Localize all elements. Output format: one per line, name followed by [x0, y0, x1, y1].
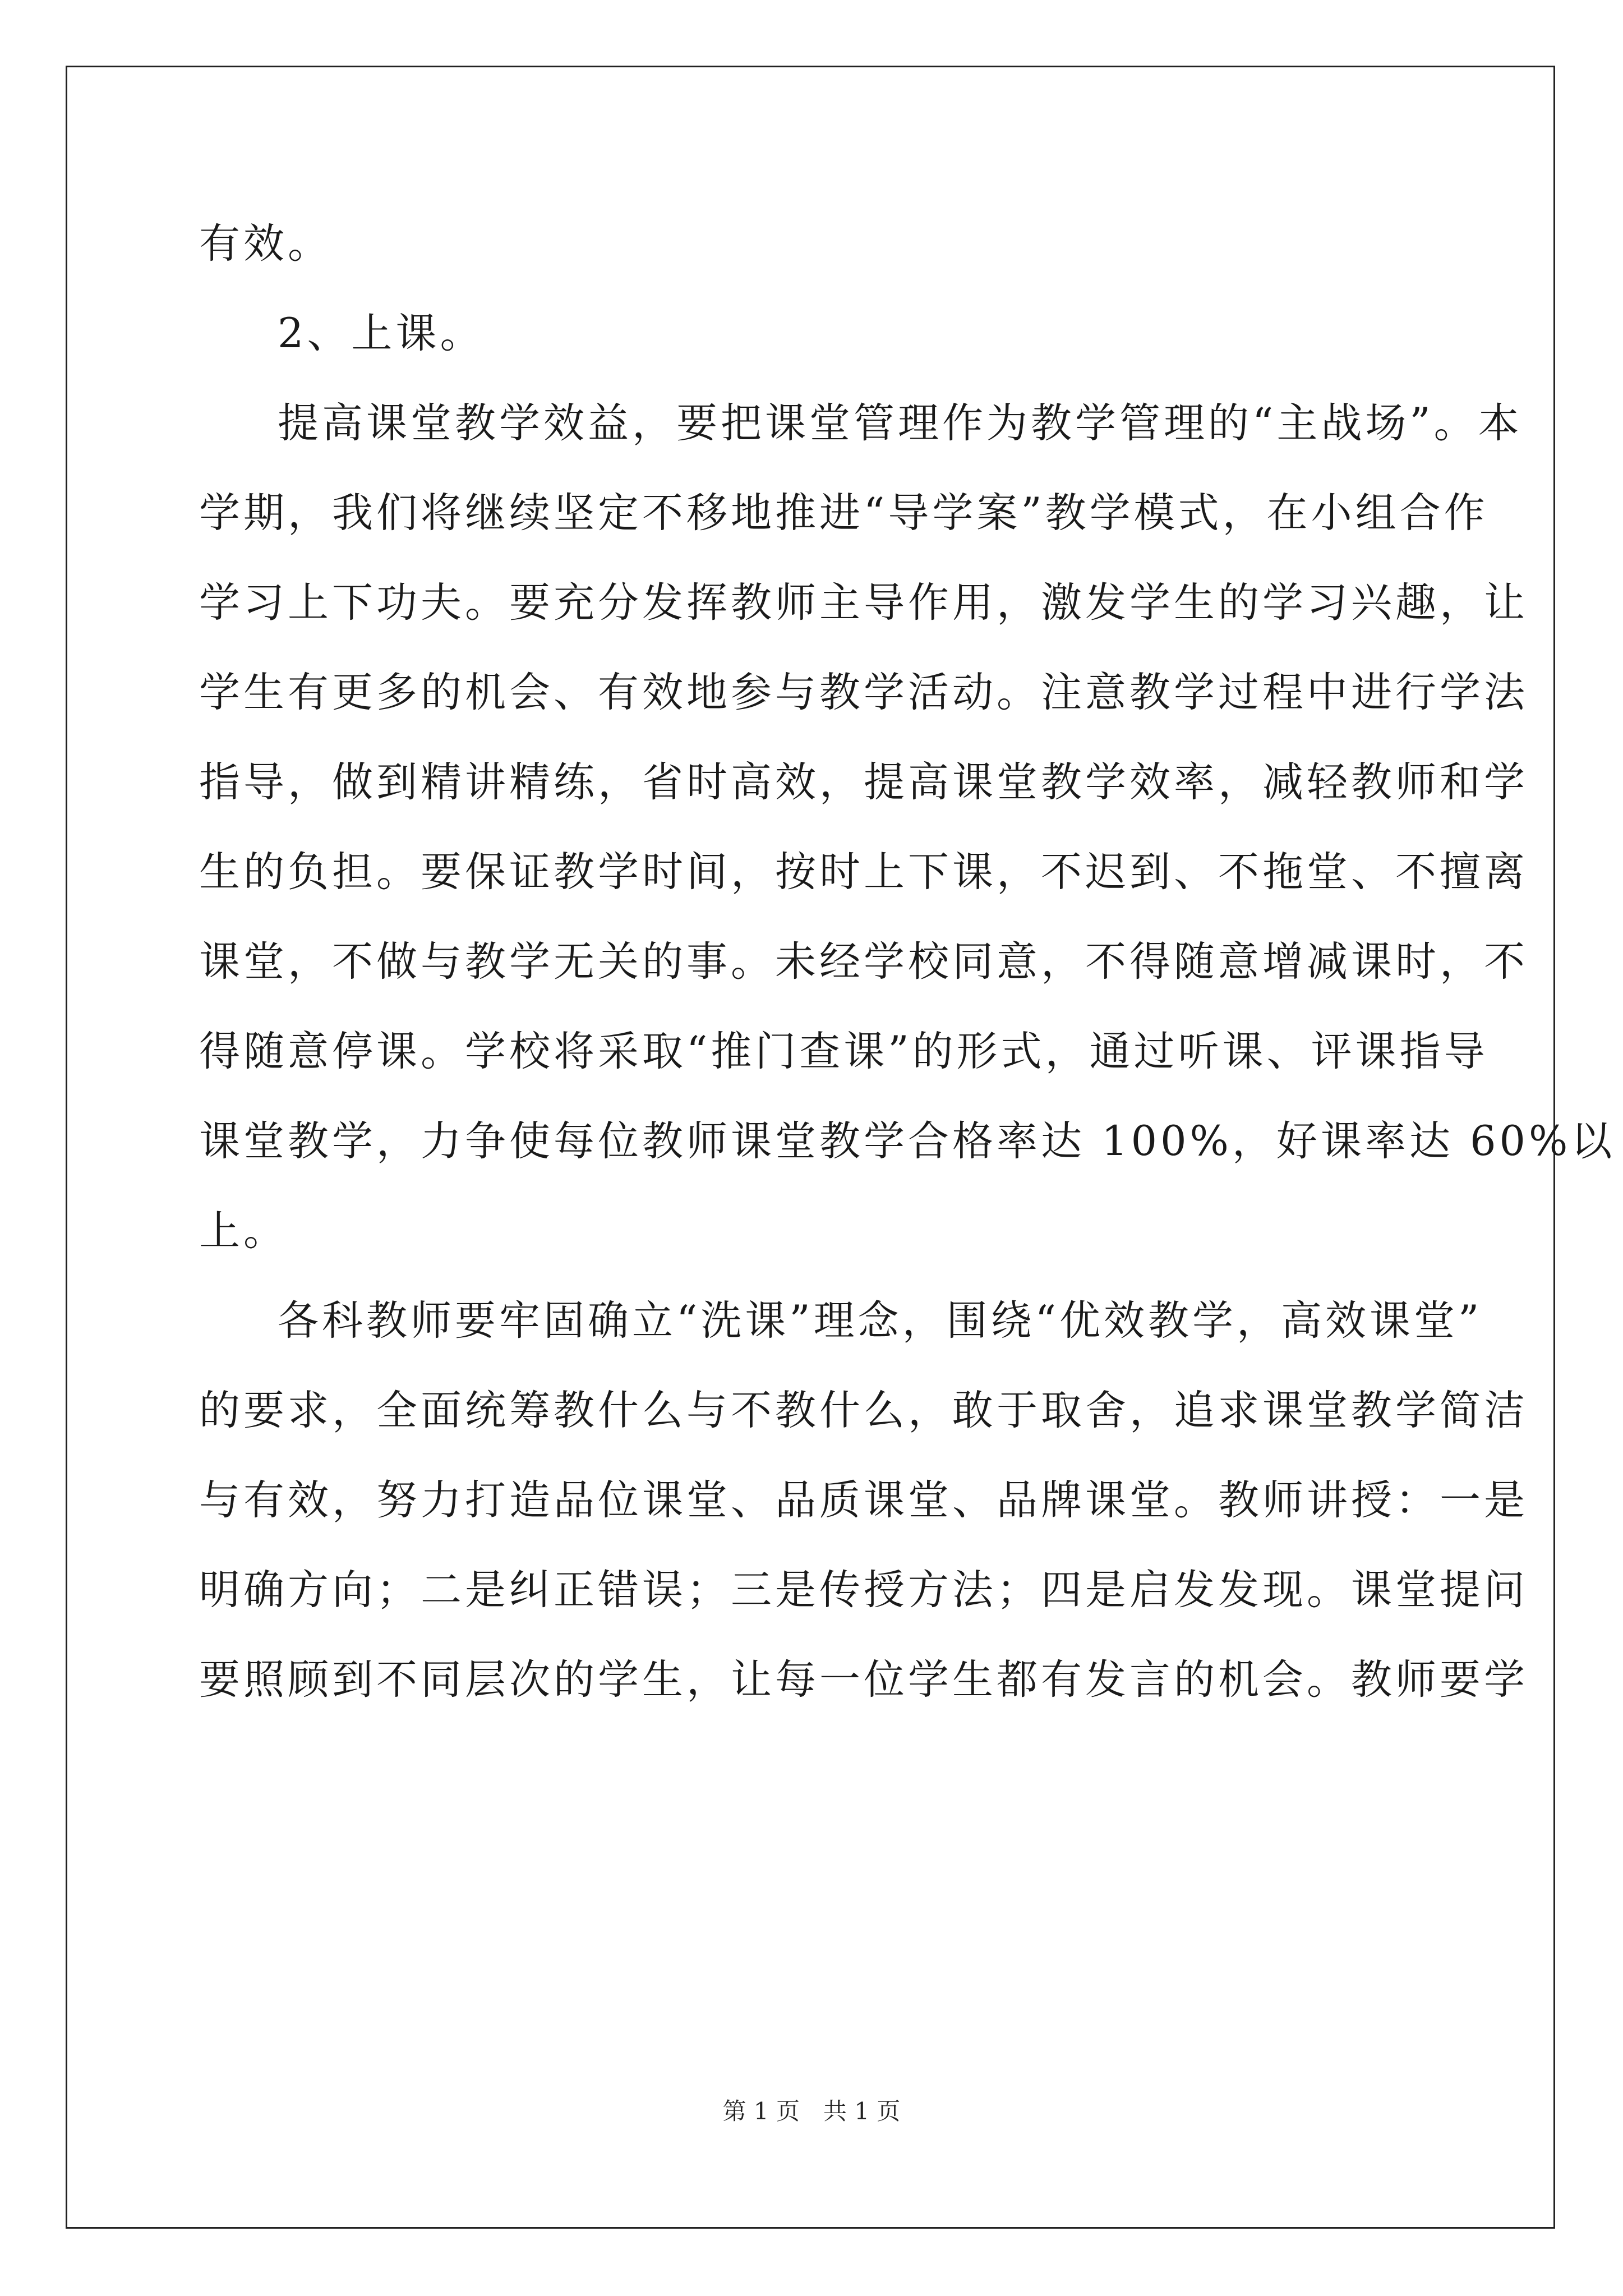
text-line: 有效。 — [199, 220, 332, 268]
text-line: 生的负担。要保证教学时间，按时上下课，不迟到、不拖堂、不擅离 — [199, 848, 1528, 896]
text-line: 课堂，不做与教学无关的事。未经学校同意，不得随意增减课时，不 — [199, 938, 1528, 986]
page-number-footer: 第 1 页 共 1 页 — [722, 2097, 901, 2125]
section-heading: 2、上课。 — [278, 310, 485, 357]
text-line: 得随意停课。学校将采取“推门查课”的形式，通过听课、评课指导 — [199, 1028, 1488, 1075]
text-line: 学期，我们将继续坚定不移地推进“导学案”教学模式，在小组合作 — [199, 489, 1488, 537]
text-line: 学生有更多的机会、有效地参与教学活动。注意教学过程中进行学法 — [199, 669, 1528, 716]
text-line: 的要求，全面统筹教什么与不教什么，敢于取舍，追求课堂教学简洁 — [199, 1387, 1528, 1434]
text-line: 各科教师要牢固确立“洗课”理念，围绕“优效教学，高效课堂” — [278, 1297, 1483, 1345]
text-line: 上。 — [199, 1207, 288, 1255]
text-line: 明确方向；二是纠正错误；三是传授方法；四是启发发现。课堂提问 — [199, 1566, 1528, 1614]
text-line: 学习上下功夫。要充分发挥教师主导作用，激发学生的学习兴趣，让 — [199, 579, 1528, 627]
text-line: 提高课堂教学效益，要把课堂管理作为教学管理的“主战场”。本 — [278, 399, 1523, 447]
text-line: 课堂教学，力争使每位教师课堂教学合格率达 100%，好课率达 60%以 — [199, 1117, 1616, 1165]
text-line: 指导，做到精讲精练，省时高效，提高课堂教学效率，减轻教师和学 — [199, 758, 1528, 806]
text-line: 与有效，努力打造品位课堂、品质课堂、品牌课堂。教师讲授：一是 — [199, 1476, 1528, 1524]
text-line: 要照顾到不同层次的学生，让每一位学生都有发言的机会。教师要学 — [199, 1656, 1528, 1704]
